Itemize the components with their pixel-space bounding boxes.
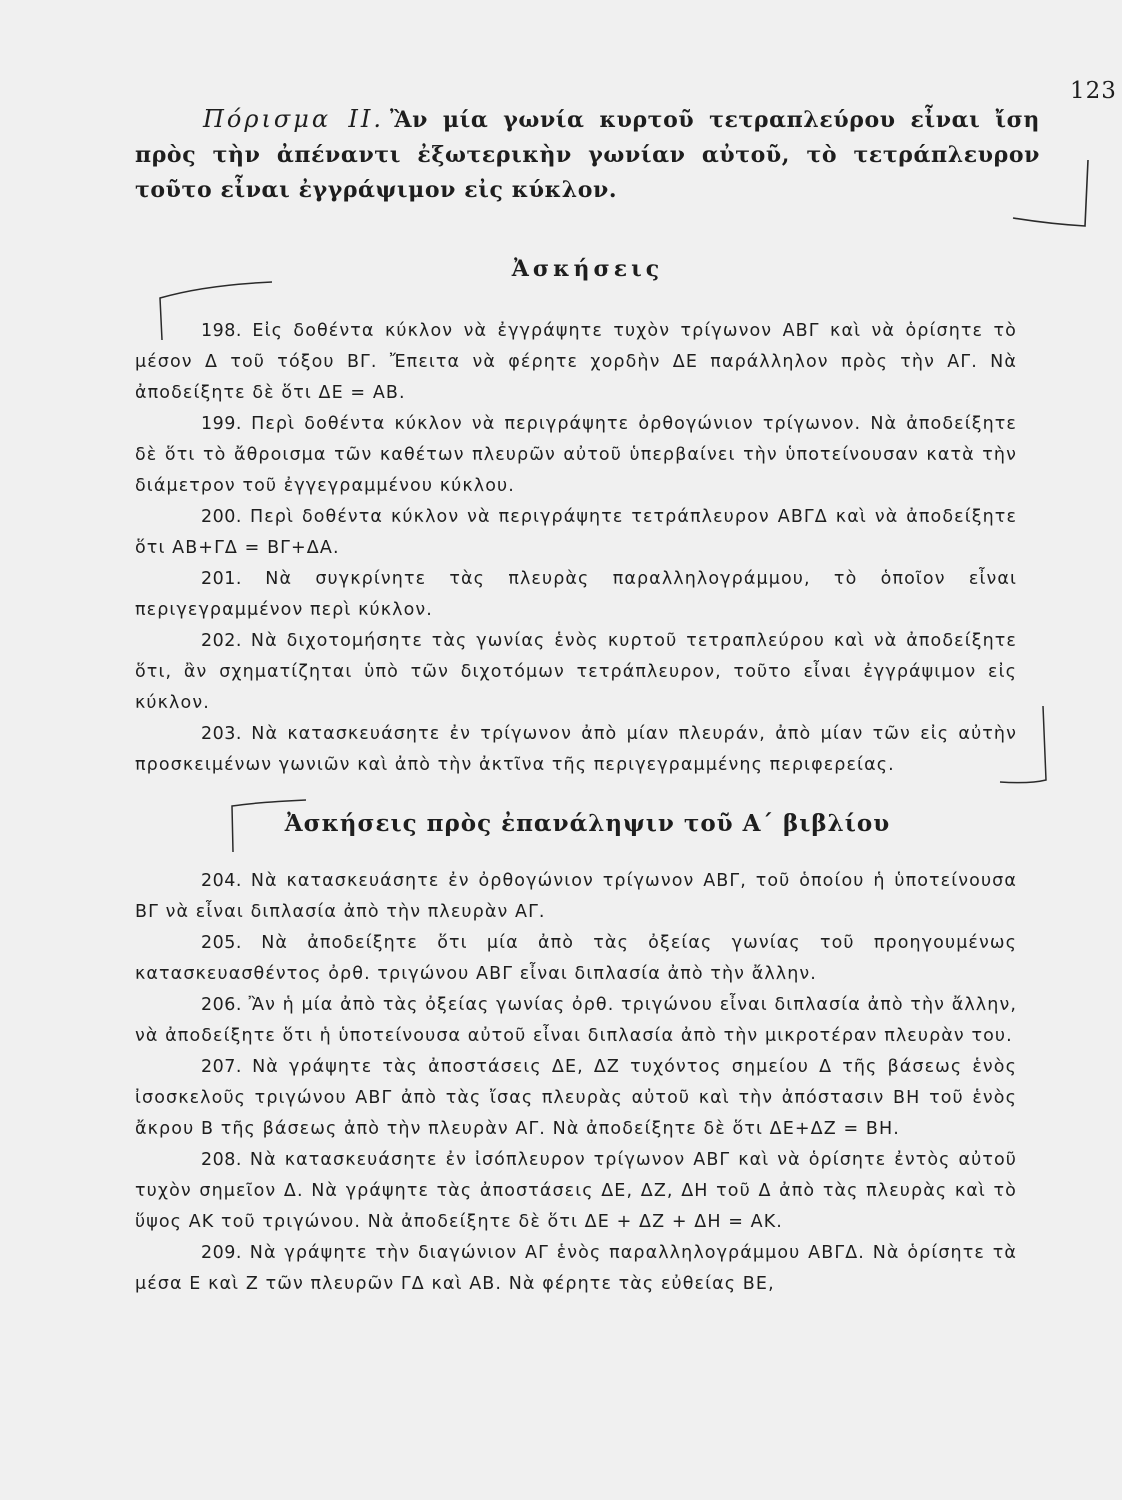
exercise-200 [135,502,1017,564]
exercise-list-2 [135,866,1017,1300]
page-number: 123 [1070,78,1117,104]
exercise-202 [135,626,1017,719]
exercise-text: Νὰ κατασκευάσητε ἐν ὀρθογώνιον τρίγωνον ΑΒΓ, τοῦ ὁποίου ἡ ὑποτείνουσα ΒΓ νὰ εἶναι διπλασία ἀπὸ τὴν πλευρὰν ΑΓ. [135,871,1017,922]
exercise-text: Νὰ ἀποδείξητε ὅτι μία ἀπὸ τὰς ὀξείας γωνίας τοῦ προηγουμένως κατασκευασθέντος ὀρθ. τριγώνου ΑΒΓ εἶναι διπλασία ἀπὸ τὴν ἄλλην. [135,933,1017,984]
exercise-number: 201. [201,569,242,589]
exercise-205 [135,928,1017,990]
section-heading-exercises: Ἀσκήσεις [511,256,664,282]
exercise-number: 198. [201,321,242,341]
exercise-number: 204. [201,871,242,891]
exercise-209 [135,1238,1017,1300]
exercise-text: Περὶ δοθέντα κύκλον νὰ περιγράψητε τετράπλευρον ΑΒΓΔ καὶ νὰ ἀποδείξητε ὅτι ΑΒ+ΓΔ = ΒΓ+ΔΑ. [135,507,1017,558]
corollary-label: Πόρισμα ΙΙ. [203,105,384,133]
exercise-text: Νὰ γράψητε τὴν διαγώνιον ΑΓ ἑνὸς παραλληλογράμμου ΑΒΓΔ. Νὰ ὁρίσητε τὰ μέσα Ε καὶ Ζ τῶν πλευρῶν ΓΔ καὶ ΑΒ. Νὰ φέρητε τὰς εὐθείας ΒΕ, [135,1243,1017,1294]
exercise-text: Περὶ δοθέντα κύκλον νὰ περιγράψητε ὀρθογώνιον τρίγωνον. Νὰ ἀποδείξητε δὲ ὅτι τὸ ἄθροισμα τῶν καθέτων πλευρῶν αὐτοῦ ὑπερβαίνει τὴν ὑποτείνουσαν κατὰ τὴν διάμετρον τοῦ ἐγγεγραμμένου κύκλου. [135,414,1017,496]
exercise-number: 200. [201,507,242,527]
exercise-number: 209. [201,1243,242,1263]
section-heading-review-exercises: Ἀσκήσεις πρὸς ἐπανάληψιν τοῦ Α΄ βιβλίου [284,810,891,837]
exercise-text: Νὰ συγκρίνητε τὰς πλευρὰς παραλληλογράμμου, τὸ ὁποῖον εἶναι περιγεγραμμένον περὶ κύκλον. [135,569,1017,620]
exercise-text: Ἂν ἡ μία ἀπὸ τὰς ὀξείας γωνίας ὀρθ. τριγώνου εἶναι διπλασία ἀπὸ τὴν ἄλλην, νὰ ἀποδείξητε ὅτι ἡ ὑποτείνουσα αὐτοῦ εἶναι διπλασία ἀπὸ τὴν μικροτέραν πλευρὰν του. [135,995,1017,1046]
exercise-207 [135,1052,1017,1145]
exercise-text: Νὰ κατασκευάσητε ἐν ἰσόπλευρον τρίγωνον ΑΒΓ καὶ νὰ ὁρίσητε ἐντὸς αὐτοῦ τυχὸν σημεῖον Δ. Νὰ γράψητε τὰς ἀποστάσεις ΔΕ, ΔΖ, ΔΗ τοῦ Δ ἀπὸ τὰς πλευρὰς καὶ τὸ ὕψος ΑΚ τοῦ τριγώνου. Νὰ ἀποδείξητε δὲ ὅτι ΔΕ + ΔΖ + ΔΗ = ΑΚ. [135,1150,1017,1232]
exercise-number: 206. [201,995,242,1015]
exercise-number: 202. [201,631,242,651]
exercise-text: Εἰς δοθέντα κύκλον νὰ ἐγγράψητε τυχὸν τρίγωνον ΑΒΓ καὶ νὰ ὁρίσητε τὸ μέσον Δ τοῦ τόξου ΒΓ. Ἔπειτα νὰ φέρητε χορδὴν ΔΕ παράλληλον πρὸς τὴν ΑΓ. Νὰ ἀποδείξητε δὲ ὅτι ΔΕ = ΑΒ. [135,321,1017,403]
exercise-199 [135,409,1017,502]
exercise-list-1 [135,316,1017,781]
exercise-text: Νὰ γράψητε τὰς ἀποστάσεις ΔΕ, ΔΖ τυχόντος σημείου Δ τῆς βάσεως ἑνὸς ἰσοσκελοῦς τριγώνου ΑΒΓ ἀπὸ τὰς ἴσας πλευρὰς αὐτοῦ καὶ τὴν ἀπόστασιν ΒΗ τοῦ ἑνὸς ἄκρου Β τῆς βάσεως ἀπὸ τὴν πλευρὰν ΑΓ. Νὰ ἀποδείξητε δὲ ὅτι ΔΕ+ΔΖ = ΒΗ. [135,1057,1017,1139]
exercise-number: 203. [201,724,242,744]
exercise-text: Νὰ κατασκευάσητε ἐν τρίγωνον ἀπὸ μίαν πλευράν, ἀπὸ μίαν τῶν εἰς αὐτὴν προσκειμένων γωνιῶν καὶ ἀπὸ τὴν ἀκτῖνα τῆς περιγεγραμμένης περιφερείας. [135,724,1017,775]
exercise-number: 205. [201,933,242,953]
corollary-text: Ἂν μία γωνία κυρτοῦ τετραπλεύρου εἶναι ἴση πρὸς τὴν ἀπέναντι ἐξωτερικὴν γωνίαν αὐτοῦ, τὸ τετράπλευρον τοῦτο εἶναι ἐγγράψιμον εἰς κύκλον. [135,107,1040,203]
exercise-203 [135,719,1017,781]
corollary-paragraph [135,102,1040,208]
exercise-208 [135,1145,1017,1238]
exercise-201 [135,564,1017,626]
exercise-number: 199. [201,414,242,434]
exercise-204 [135,866,1017,928]
exercise-206 [135,990,1017,1052]
exercise-text: Νὰ διχοτομήσητε τὰς γωνίας ἑνὸς κυρτοῦ τετραπλεύρου καὶ νὰ ἀποδείξητε ὅτι, ἂν σχηματίζηται ὑπὸ τῶν διχοτόμων τετράπλευρον, τοῦτο εἶναι ἐγγράψιμον εἰς κύκλον. [135,631,1017,713]
exercise-198 [135,316,1017,409]
exercise-number: 208. [201,1150,242,1170]
exercise-number: 207. [201,1057,242,1077]
